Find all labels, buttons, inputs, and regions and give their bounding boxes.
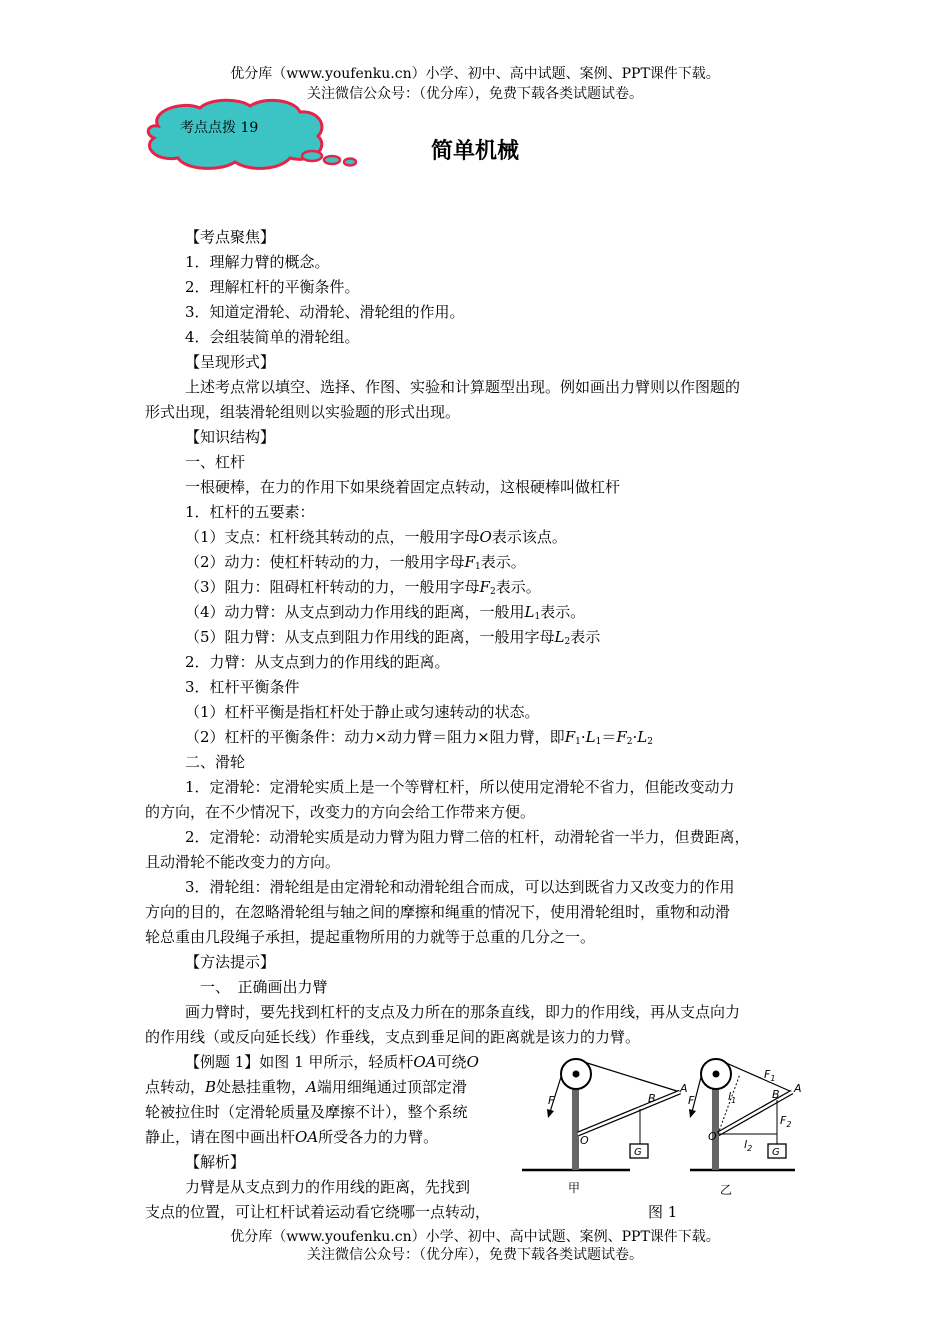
point-A-label: A: [794, 1082, 802, 1095]
focus-item: 4．会组装简单的滑轮组。: [185, 328, 360, 346]
lever-element: （2）动力：使杠杆转动的力，一般用字母$F_1$表示。: [185, 553, 526, 572]
figure-a: [522, 1059, 680, 1170]
force-F1-label: $F_1$: [764, 1068, 776, 1083]
paragraph-line: 2．定滑轮：动滑轮实质是动力臂为阻力臂二倍的杠杆，动滑轮省一半力，但费距离，: [185, 828, 750, 846]
section-form: 【呈现形式】: [185, 353, 276, 371]
focus-item: 1．理解力臂的概念。: [185, 253, 330, 271]
pulley-heading: 二、滑轮: [185, 753, 246, 771]
arm-l2-label: $l_2$: [744, 1138, 753, 1153]
lever-heading: 一、杠杆: [185, 453, 246, 471]
arm-l1-label: $l_1$: [728, 1090, 737, 1105]
site-header-line1: 优分库（www.youfenku.cn）小学、初中、高中试题、案例、PPT课件下载。: [230, 66, 720, 82]
paragraph-line: 3．滑轮组：滑轮组是由定滑轮和动滑轮组合而成，可以达到既省力又改变力的作用: [185, 878, 735, 896]
lever-balance-formula: （2）杠杆的平衡条件：动力×动力臂＝阻力×阻力臂，即$F_1\cdot L_1=F_2\cdot L_2$: [185, 728, 653, 747]
lever-five-elements: 1．杠杆的五要素：: [185, 503, 315, 521]
paragraph-line: 的作用线（或反向延长线）作垂线，支点到垂足间的距离就是该力的力臂。: [145, 1028, 641, 1046]
example-line: 点转动，B处悬挂重物，A端用细绳通过顶部定滑: [145, 1078, 467, 1096]
lever-element: （3）阻力：阻碍杠杆转动的力，一般用字母$F_2$表示。: [185, 578, 541, 597]
lever-arm: 2．力臂：从支点到力的作用线的距离。: [185, 653, 450, 671]
analysis-line: 力臂是从支点到力的作用线的距离，先找到: [185, 1178, 471, 1196]
weight-G-label: G: [772, 1147, 780, 1158]
focus-item: 3．知道定滑轮、动滑轮、滑轮组的作用。: [185, 303, 465, 321]
site-header-line2: 关注微信公众号：（优分库），免费下载各类试题试卷。: [307, 86, 643, 102]
figure-b-label: 乙: [720, 1183, 733, 1197]
paragraph-line: 画力臂时，要先找到杠杆的支点及力所在的那条直线，即力的作用线，再从支点向力: [185, 1003, 741, 1021]
section-structure: 【知识结构】: [185, 428, 276, 446]
paragraph-line: 上述考点常以填空、选择、作图、实验和计算题型出现。例如画出力臂则以作图题的: [185, 378, 741, 396]
paragraph-line: 且动滑轮不能改变力的方向。: [145, 853, 341, 871]
paragraph-line: 1．定滑轮：定滑轮实质上是一个等臂杠杆，所以使用定滑轮不省力，但能改变动力: [185, 778, 735, 796]
force-F-label: F: [688, 1094, 695, 1107]
lever-element: （1）支点：杠杆绕其转动的点，一般用字母O表示该点。: [185, 528, 567, 546]
force-F-label: F: [548, 1094, 555, 1107]
paragraph-line: 形式出现，组装滑轮组则以实验题的形式出现。: [145, 403, 461, 421]
badge-label: 考点点拨 19: [180, 120, 259, 136]
paragraph-line: 的方向，在不少情况下，改变力的方向会给工作带来方便。: [145, 803, 536, 821]
paragraph-line: 轮总重由几段绳子承担，提起重物所用的力就等于总重的几分之一。: [145, 928, 596, 946]
example-line: 轮被拉住时（定滑轮质量及摩擦不计），整个系统: [145, 1103, 468, 1121]
figure-caption: 图 1: [648, 1203, 678, 1221]
point-B-label: B: [648, 1092, 656, 1105]
analysis-line: 支点的位置，可让杠杆试着运动看它绕哪一点转动，: [145, 1203, 491, 1221]
figure-a-label: 甲: [568, 1181, 581, 1195]
point-O-label: O: [708, 1130, 717, 1143]
lever-definition: 一根硬棒，在力的作用下如果绕着固定点转动，这根硬棒叫做杠杆: [185, 478, 621, 496]
figure-lever-pulley: [520, 1052, 820, 1202]
site-footer-line2: 关注微信公众号：（优分库），免费下载各类试题试卷。: [307, 1247, 643, 1263]
lever-balance-item: （1）杠杆平衡是指杠杆处于静止或匀速转动的状态。: [185, 703, 540, 721]
example-line: 【例题 1】如图 1 甲所示，轻质杆OA可绕O: [185, 1053, 479, 1071]
force-F2-label: $F_2$: [780, 1114, 792, 1129]
method-subheading: 一、 正确画出力臂: [200, 978, 328, 996]
point-A-label: A: [680, 1082, 688, 1095]
page-title: 简单机械: [430, 139, 519, 164]
weight-G-label: G: [634, 1147, 642, 1158]
lever-element: （4）动力臂：从支点到动力作用线的距离，一般用$L_1$表示。: [185, 603, 586, 622]
analysis-heading: 【解析】: [185, 1153, 246, 1171]
lever-balance: 3．杠杆平衡条件: [185, 678, 300, 696]
section-method: 【方法提示】: [185, 953, 276, 971]
site-footer-line1: 优分库（www.youfenku.cn）小学、初中、高中试题、案例、PPT课件下载。: [230, 1229, 720, 1245]
example-line: 静止，请在图中画出杆OA所受各力的力臂。: [145, 1128, 439, 1146]
section-focus: 【考点聚焦】: [185, 228, 276, 246]
focus-item: 2．理解杠杆的平衡条件。: [185, 278, 360, 296]
point-B-label: B: [772, 1088, 780, 1101]
point-O-label: O: [580, 1134, 589, 1147]
paragraph-line: 方向的目的，在忽略滑轮组与轴之间的摩擦和绳重的情况下，使用滑轮组时，重物和动滑: [145, 903, 731, 921]
lever-element: （5）阻力臂：从支点到阻力作用线的距离，一般用字母$L_2$表示: [185, 628, 601, 647]
